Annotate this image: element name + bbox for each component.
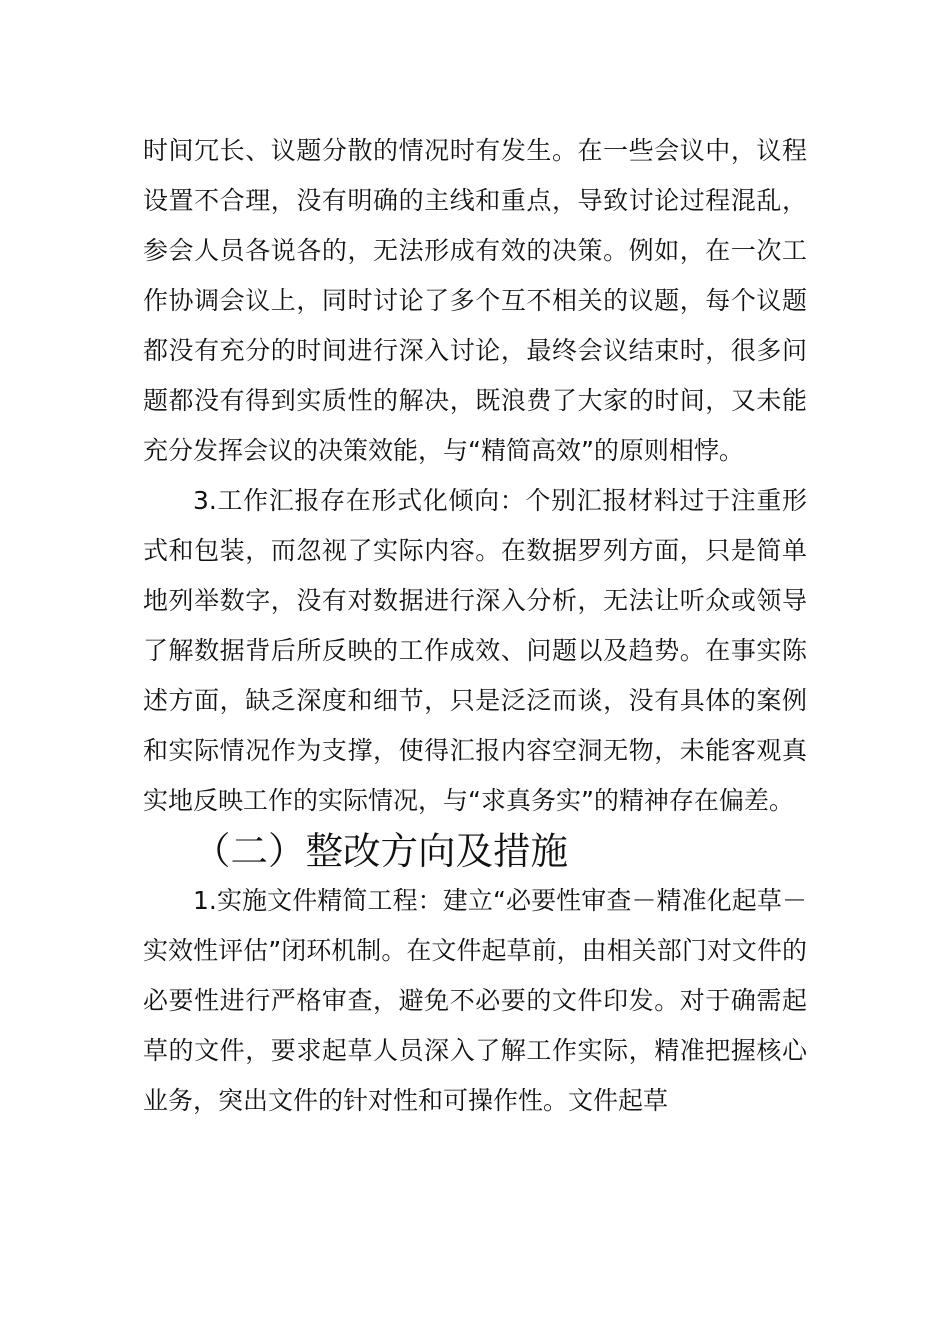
paragraph-document-streamlining: 1.实施文件精简工程：建立“必要性审查－精准化起草－实效性评估”闭环机制。在文件起草前，由相关部门对文件的必要性进行严格审查，避免不必要的文件印发。对于确需起草的文件，要求起草人员深入了解工作实际，精准把握核心业务，突出文件的针对性和可操作性。文件起草 (143, 886, 807, 1115)
paragraph-meeting-issues: 时间冗长、议题分散的情况时有发生。在一些会议中，议程设置不合理，没有明确的主线和重点，导致讨论过程混乱，参会人员各说各的，无法形成有效的决策。例如，在一次工作协调会议上，同时讨论了多个互不相关的议题，每个议题都没有充分的时间进行深入讨论，最终会议结束时，很多问题都没有得到实质性的解决，既浪费了大家的时间，又未能充分发挥会议的决策效能，与“精简高效”的原则相悖。 (143, 136, 807, 465)
paragraph-report-formalism: 3.工作汇报存在形式化倾向：个别汇报材料过于注重形式和包装，而忽视了实际内容。在数据罗列方面，只是简单地列举数字，没有对数据进行深入分析，无法让听众或领导了解数据背后所反映的工作成效、问题以及趋势。在事实陈述方面，缺乏深度和细节，只是泛泛而谈，没有具体的案例和实际情况作为支撑，使得汇报内容空洞无物，未能客观真实地反映工作的实际情况，与“求真务实”的精神存在偏差。 (143, 486, 807, 815)
document-body (143, 126, 807, 1126)
section-heading-rectification: （二）整改方向及措施 (193, 829, 568, 873)
